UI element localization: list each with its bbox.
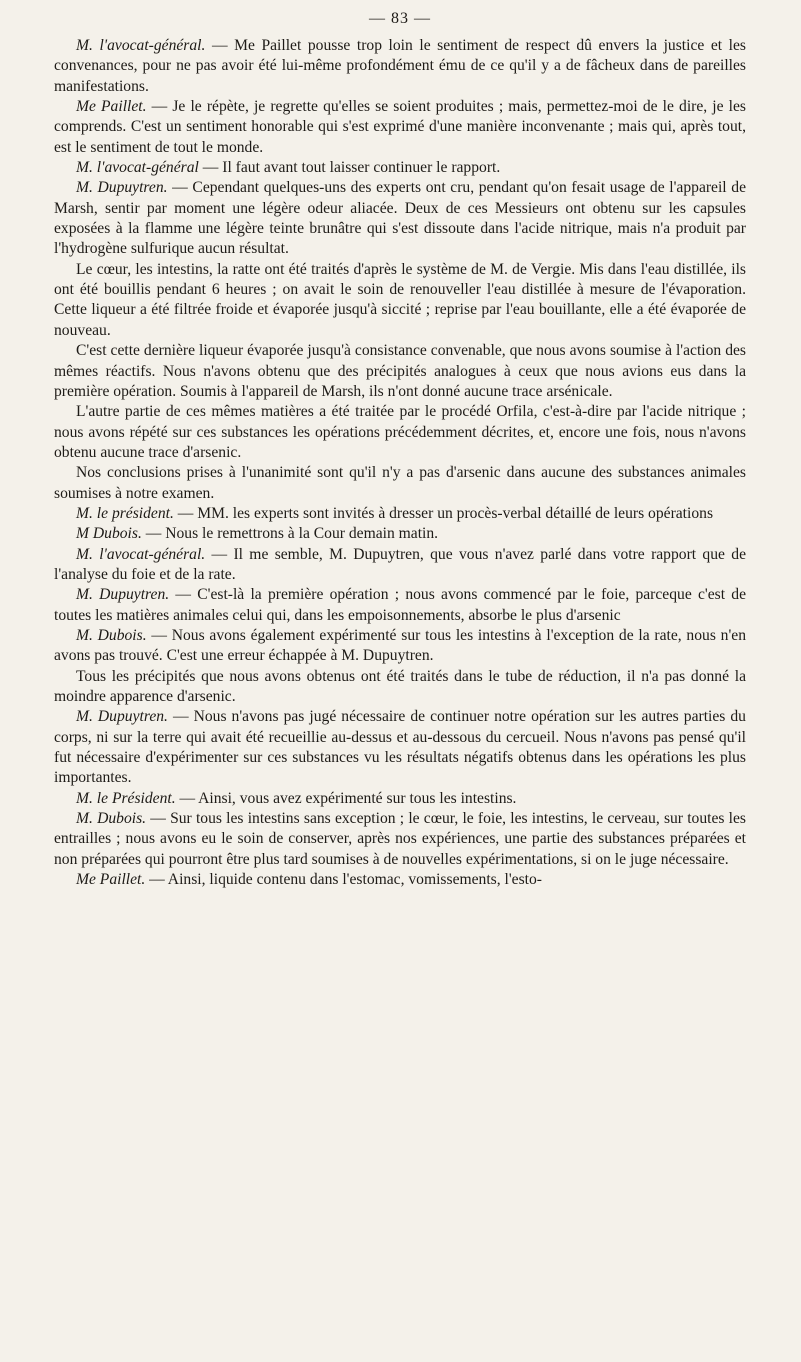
paragraph [54, 870, 746, 890]
speaker-label: Me Paillet. [76, 98, 147, 116]
speaker-label: M. le Président. [76, 789, 176, 807]
paragraph-text: — Ainsi, vous avez expérimenté sur tous les intestins. [175, 789, 517, 807]
speaker-label: M. le président. [76, 504, 174, 522]
paragraph [54, 402, 746, 463]
paragraph [54, 809, 746, 870]
paragraph-text: — C'est-là la première opération ; nous avons commencé par le foie, parceque c'est de toutes les matières animales celui qui, dans les empoisonnements, absorbe le plus d'arsenic [54, 586, 746, 624]
paragraph-text: — Je le répète, je regrette qu'elles se soient produites ; mais, permettez-moi de le dire, je les comprends. C'est un sentiment honorable qui s'est exprimé d'une manière inconvenante ; mais qui, après tout, est le sentiment de tout le monde. [54, 98, 747, 156]
paragraph-text: — Il faut avant tout laisser continuer le rapport. [198, 159, 501, 177]
speaker-label: M. l'avocat-général [76, 159, 199, 177]
paragraph-text: C'est cette dernière liqueur évaporée jusqu'à consistance convenable, que nous avons soumise à l'action des mêmes réactifs. Nous n'avons obtenu que des précipités analogues à ceux que nous avions eus dans la première opération. Soumis à l'appareil de Marsh, ils n'ont donné aucune trace arsénicale. [54, 342, 746, 400]
paragraph [54, 504, 746, 524]
speaker-label: M. Dubois. [76, 626, 147, 644]
paragraph-text: — Sur tous les intestins sans exception ; le cœur, le foie, les intestins, le cerveau, sur toutes les entrailles ; nous avons eu le soin de conserver, après nos expériences, une partie des substances préparées et non préparées qui pourront être plus tard soumises à de nouvelles expérimentations, si on le juge nécessaire. [54, 810, 746, 868]
paragraph [54, 707, 746, 788]
paragraph-text: — Me Paillet pousse trop loin le sentiment de respect dû envers la justice et les convenances, pour ne pas avoir été lui-même profondément ému de ce qu'il y a de fâcheux dans de pareilles manifestations. [54, 37, 746, 95]
paragraph-text: — Nous n'avons pas jugé nécessaire de continuer notre opération sur les autres parties du corps, ni sur la terre qui avait été recueillie au-dessus et au-dessous du cercueil. Nous n'avons pas pensé qu'il fut nécessaire d'expérimenter sur ces substances vu les résultats négatifs obtenus dans les opérations les plus importantes. [54, 708, 746, 787]
speaker-label: M. l'avocat-général. [76, 545, 206, 563]
paragraph-text: L'autre partie de ces mêmes matières a été traitée par le procédé Orfila, c'est-à-dire par l'acide nitrique ; nous avons répété sur ces substances les opérations précédemment décrites, et, encore une fois, nous n'avons obtenu aucune trace d'arsenic. [54, 403, 746, 461]
paragraph-text: Le cœur, les intestins, la ratte ont été traités d'après le système de M. de Vergie. Mis dans l'eau distillée, ils ont été bouillis pendant 6 heures ; on avait le soin de renouveller l'eau distillée à mesure de l'évaporation. Cette liqueur a été filtrée froide et évaporée jusqu'à siccité ; reprise par l'eau bouillante, elle a été évaporée de nouveau. [54, 260, 746, 339]
paragraph [54, 260, 746, 341]
paragraph [54, 667, 746, 708]
paragraph [54, 463, 746, 504]
page-number: — 83 — [369, 10, 431, 27]
paragraph [54, 36, 746, 97]
paragraph-text: — Ainsi, liquide contenu dans l'estomac, vomissements, l'esto- [145, 871, 542, 889]
paragraph [54, 178, 746, 259]
paragraph [54, 158, 746, 178]
paragraph-text: Tous les précipités que nous avons obtenus ont été traités dans le tube de réduction, il n'a pas donné la moindre apparence d'arsenic. [54, 667, 746, 705]
paragraph [54, 789, 746, 809]
paragraph [54, 341, 746, 402]
speaker-label: M. Dubois. [76, 810, 147, 828]
paragraph [54, 524, 746, 544]
speaker-label: Me Paillet. [76, 871, 146, 889]
speaker-label: M Dubois. [76, 525, 142, 543]
paragraph-text: — MM. les experts sont invités à dresser un procès-verbal détaillé de leurs opérations [173, 504, 714, 522]
paragraph-text: — Nous le remettrons à la Cour demain matin. [141, 525, 439, 543]
paragraph-text: — Il me semble, M. Dupuytren, que vous n'avez parlé dans votre rapport que de l'analyse du foie et de la rate. [54, 545, 746, 583]
paragraph [54, 97, 746, 158]
paragraph-text: — Cependant quelques-uns des experts ont cru, pendant qu'on fesait usage de l'appareil de Marsh, sentir par moment une légère odeur aliacée. Deux de ces Messieurs ont obtenu sur les capsules exposées à la flamme une légère teinte brunâtre qui s'est dissoute dans l'acide nitrique, mais n'a produit par l'hydrogène sulfurique aucun résultat. [54, 179, 746, 258]
paragraph [54, 545, 746, 586]
speaker-label: M. Dupuytren. [76, 708, 168, 726]
paragraph [54, 585, 746, 626]
speaker-label: M. Dupuytren. [76, 179, 168, 197]
speaker-label: M. l'avocat-général. [76, 37, 206, 54]
speaker-label: M. Dupuytren. [76, 586, 170, 604]
paragraph-text: Nos conclusions prises à l'unanimité sont qu'il n'y a pas d'arsenic dans aucune des substances animales soumises à notre examen. [54, 464, 746, 502]
paragraph [54, 626, 746, 667]
paragraph-text: — Nous avons également expérimenté sur tous les intestins à l'exception de la rate, nous n'en avons pas trouvé. C'est une erreur échappée à M. Dupuytren. [54, 626, 746, 665]
